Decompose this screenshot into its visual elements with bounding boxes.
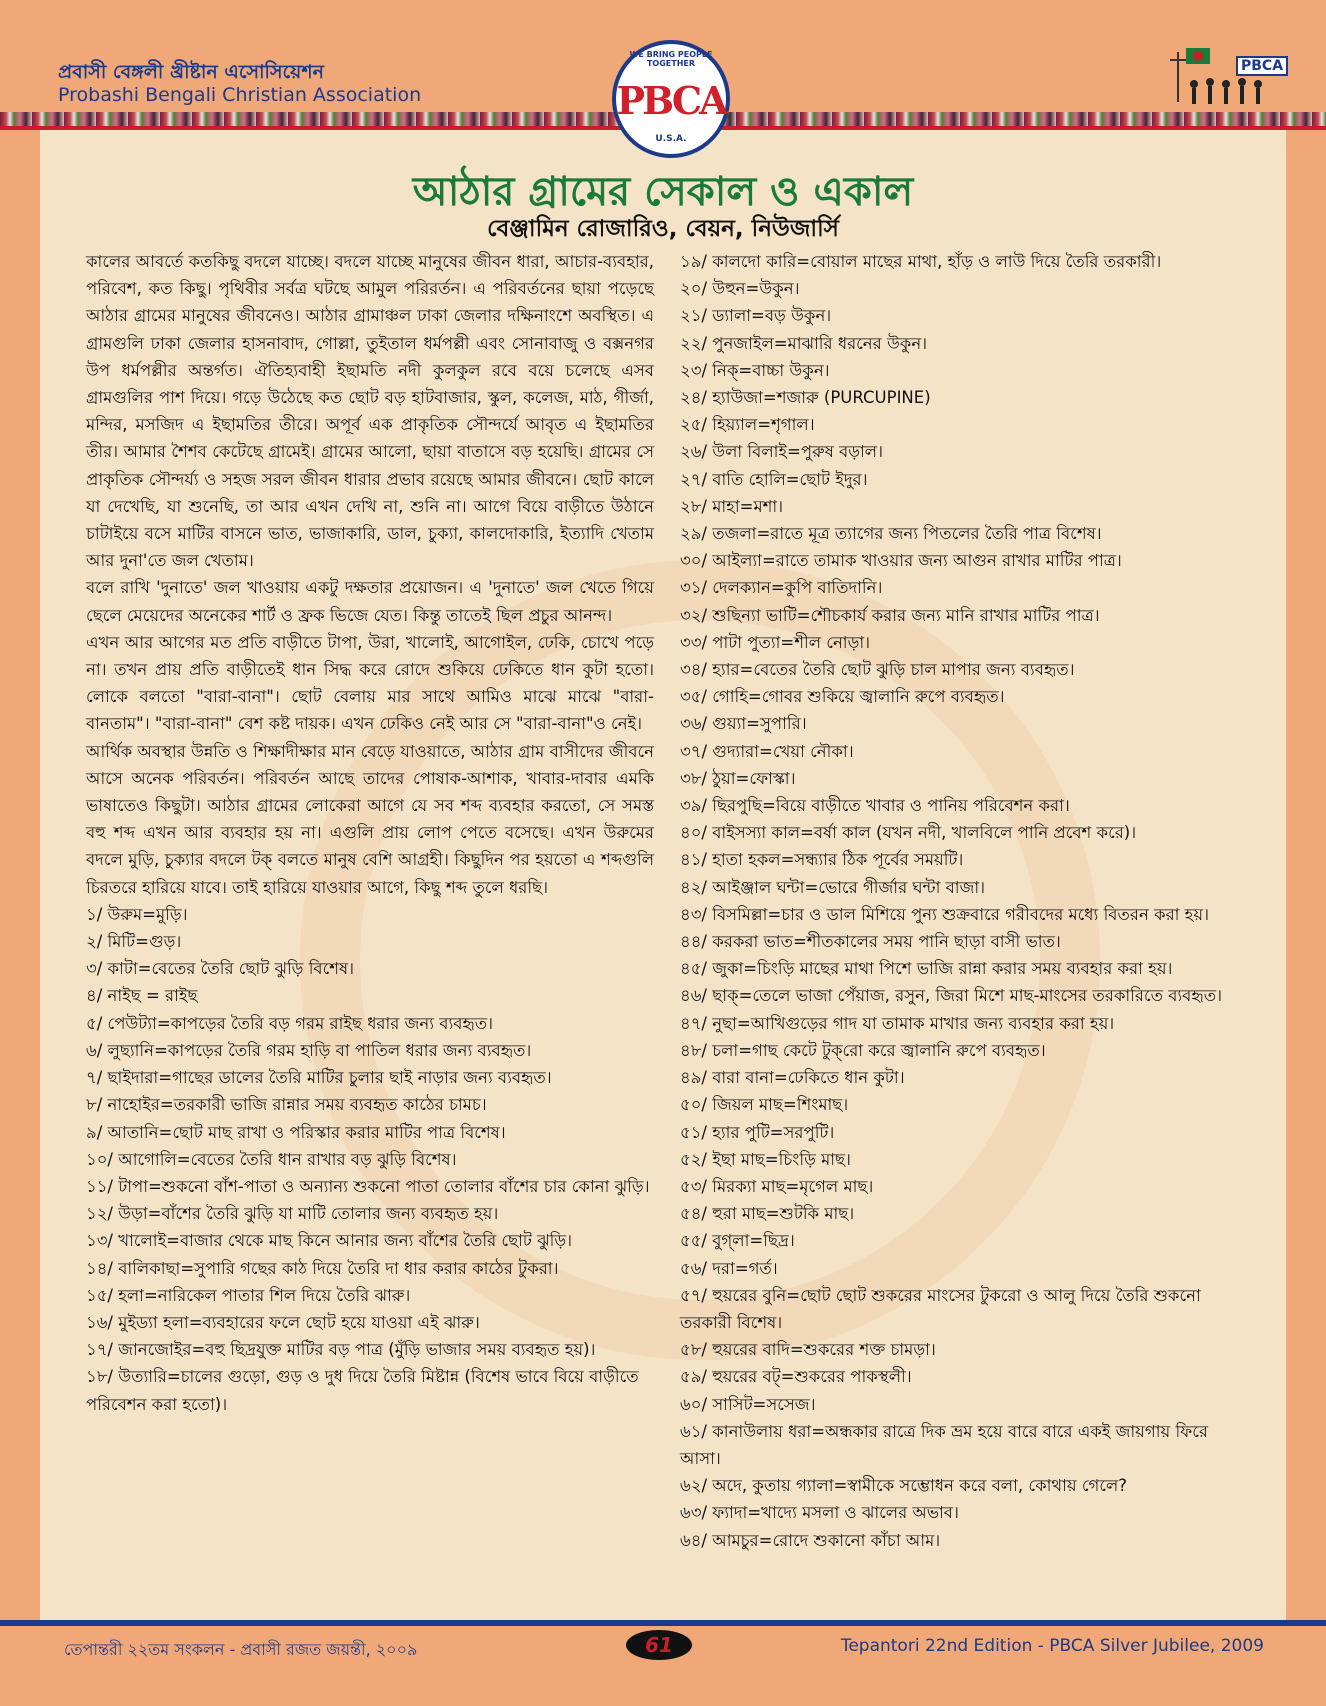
glossary-item: ৩৭/ গুদ্যারা=খেয়া নৌকা। <box>680 741 854 761</box>
glossary-item: ৫৭/ হুয়রের বুনি=ছোট ছোট শুকরের মাংসের টুকরো ও আলু দিয়ে তৈরি শুকনো তরকারী বিশেষ। <box>680 1285 1201 1332</box>
glossary-item: ৩৫/ গোহি=গোবর শুকিয়ে জ্বালানি রুপে ব্যবহৃত। <box>680 687 1005 707</box>
glossary-item: ২৭/ বাতি হোলি=ছোট ইদুর। <box>680 469 868 489</box>
glossary-item: ১১/ টাপা=শুকনো বাঁশ-পাতা ও অন্যান্য শুকনো পাতা তোলার বাঁশের চার কোনা ঝুড়ি। <box>86 1176 650 1196</box>
article-byline: বেঞ্জামিন রোজারিও, বেয়ন, নিউজার্সি <box>487 216 839 242</box>
glossary-item: ৬০/ সাসিট=সসেজ। <box>680 1394 816 1414</box>
paragraph: কালের আবর্তে কতকিছু বদলে যাচ্ছে। বদলে যাচ্ছে মানুষের জীবন ধারা, আচার-ব্যবহার, পরিবেশ, কত কিছু। পৃথিবীর সর্বত্র ঘটছে আমুল পরিরর্তন। এ পরিবর্তনের ছায়া পড়েছে আঠার গ্রামের মানুষের জীবনেও। আঠার গ্রামাঞ্চল ঢাকা জেলার দক্ষিনাংশে অবস্থিত। এ গ্রামগুলি ঢাকা জেলার হাসনাবাদ, গোল্লা, তুইতাল ধর্মপল্লী এবং সোনাবাজু ও বক্সনগর উপ ধর্মপল্লীর অন্তর্গত। ঐতিহ্যবাহী ইছামতি নদী কুলকুল রবে বয়ে চলেছে এসব গ্রামগুলির পাশ দিয়ে। গড়ে উঠেছে কত ছোট বড় হাটবাজার, স্কুল, কলেজ, মাঠ, গীর্জা, মন্দির, মসজিদ এ ইছামতির তীরে। অপূর্ব এক প্রাকৃতিক সৌন্দর্যে আবৃত এ ইছামতির তীর। আমার শৈশব কেটেছে গ্রামেই। গ্রামের আলো, ছায়া বাতাসে বড় হয়েছি। গ্রামের সে প্রাকৃতিক সৌন্দর্য্য ও সহজ সরল জীবন ধারার প্রভাব রয়েছে আমার জীবনে। ছোট কালে যা দেখেছি, যা শুনেছি, তা আর এখন দেখি না, শুনি না। আগে বিয়ে বাড়ীতে উঠানে চাটাইয়ে বসে মাটির বাসনে ভাত, ভাজাকারি, ডাল, চুক্যা, কালদোকারি, ইত্যাদি খেতাম আর দুনা'তে জল খেতাম। <box>86 252 654 571</box>
glossary-item: ৩৬/ গুয়্যা=সুপারি। <box>680 714 807 734</box>
glossary-item: ৫/ পেউট্যা=কাপড়ের তৈরি বড় গরম রাইছ ধরার জন্য ব্যবহৃত। <box>86 1013 494 1033</box>
glossary-item: ৫২/ ইছা মাছ=চিংড়ি মাছ। <box>680 1149 851 1169</box>
glossary-item: ৪২/ আইঞ্জাল ঘন্টা=ভোরে গীর্জার ঘন্টা বাজা। <box>680 877 986 897</box>
pbca-corner-label: PBCA <box>1236 56 1288 76</box>
paragraph: এখন আর আগের মত প্রতি বাড়ীতে টাপা, উরা, খালোই, আগোইল, ঢেকি, চোখে পড়ে না। তখন প্রায় প্রতি বাড়ীতেই ধান সিদ্ধ করে রোদে শুকিয়ে ঢেকিতে ধান কুটা হতো। লোকে বলতো "বারা-বানা"। ছোট বেলায় মার সাথে আমিও মাঝে মাঝে "বারা-বানতাম"। "বারা-বানা" বেশ কষ্ট দায়ক। এখন ঢেকিও নেই আর সে "বারা-বানা"ও নেই। <box>86 632 654 734</box>
right-column <box>680 248 1254 1554</box>
glossary-item: ৪৯/ বারা বানা=ঢেকিতে ধান কুটা। <box>680 1068 905 1088</box>
glossary-item: ৬২/ অদে, কুতায় গ্যালা=স্বামীকে সম্ভোধন করে বলা, কোথায় গেলে? <box>680 1476 1128 1496</box>
glossary-item: ৪৪/ করকরা ভাত=শীতকালের সময় পানি ছাড়া বাসী ভাত। <box>680 932 1061 952</box>
glossary-item: ৩২/ শুছিন্যা ভাটি=শৌচকার্য করার জন্য মানি রাখার মাটির পাত্র। <box>680 605 1100 625</box>
logo-motto: WE BRING PEOPLE TOGETHER <box>629 50 713 68</box>
glossary-item: ১৭/ জানজোইর=বহু ছিদ্রযুক্ত মাটির বড় পাত্র (মুঁড়ি ভাজার সময় ব্যবহৃত হয়)। <box>86 1340 596 1360</box>
org-name-bengali: প্রবাসী বেঙ্গলী খ্রীষ্টান এসোসিয়েশন <box>58 61 324 83</box>
glossary-item: ৫৬/ দরা=গর্ত। <box>680 1258 778 1278</box>
glossary-item: ২৪/ হ্যাউজা=শজারু (PURCUPINE) <box>680 388 931 408</box>
glossary-item: ৫৮/ হুয়রের বাদি=শুকরের শক্ত চামড়া। <box>680 1340 936 1360</box>
glossary-item: ২৩/ নিক্=বাচ্চা উকুন। <box>680 360 830 380</box>
glossary-item: ২৮/ মাহা=মশা। <box>680 496 784 516</box>
glossary-item: ৩/ কাটা=বেতের তৈরি ছোট ঝুড়ি বিশেষ। <box>86 959 355 979</box>
glossary-item: ৬১/ কানাউলায় ধরা=অন্ধকার রাত্রে দিক ভ্রম হয়ে বারে বারে একই জায়গায় ফিরে আসা। <box>680 1421 1208 1468</box>
footer-edition-english: Tepantori 22nd Edition - PBCA Silver Jubilee, 2009 <box>840 1636 1264 1656</box>
glossary-item: ৫৫/ বুগ্‌লা=ছিদ্র। <box>680 1231 795 1251</box>
glossary-item: ১৮/ উত্যারি=চালের গুড়ো, গুড় ও দুধ দিয়ে তৈরি মিষ্টান্ন (বিশেষ ভাবে বিয়ে বাড়ীতে পরিবেশন করা হতো)। <box>86 1367 639 1414</box>
pbca-logo <box>612 40 730 158</box>
glossary-item: ৪/ নাইছ = রাইছ <box>86 986 198 1006</box>
glossary-item: ৪১/ হাতা হকল=সন্ধ্যার ঠিক পূর্বের সময়টি। <box>680 850 964 870</box>
glossary-item: ১৯/ কালদো কারি=বোয়াল মাছের মাথা, হাঁড় ও লাউ দিয়ে তৈরি তরকারী। <box>680 252 1162 271</box>
glossary-item: ২০/ উহুন=উকুন। <box>680 279 800 299</box>
glossary-item: ৫১/ হ্যার পুটি=সরপুটি। <box>680 1122 835 1142</box>
glossary-item: ২/ মিটি=গুড়। <box>86 932 182 952</box>
glossary-item: ৩৯/ ছিরপুছি=বিয়ে বাড়ীতে খাবার ও পানিয় পরিবেশন করা। <box>680 796 1070 816</box>
glossary-item: ৩১/ দেলক্যান=কুপি বাতিদানি। <box>680 578 883 598</box>
glossary-item: ১৫/ হলা=নারিকেল পাতার শিল দিয়ে তৈরি ঝারু। <box>86 1285 411 1305</box>
glossary-item: ২৫/ হিয়্যাল=শৃগাল। <box>680 415 815 435</box>
glossary-item: ৫৩/ মিরক্যা মাছ=মৃগেল মাছ। <box>680 1176 874 1196</box>
right-border <box>1286 0 1326 1706</box>
left-column <box>86 248 654 1418</box>
glossary-item: ৪৬/ ছাক্=তেলে ভাজা পেঁয়াজ, রসুন, জিরা মিশে মাছ-মাংসের তরকারিতে ব্যবহৃত। <box>680 986 1222 1006</box>
pbca-figures-icon <box>1164 42 1280 112</box>
glossary-item: ১৬/ মুইড্যা হলা=ব্যবহারের ফলে ছোট হয়ে যাওয়া এই ঝারু। <box>86 1312 480 1332</box>
org-name-english: Probashi Bengali Christian Association <box>58 84 422 106</box>
glossary-item: ৬৪/ আমচুর=রোদে শুকানো কাঁচা আম। <box>680 1530 941 1550</box>
logo-letters: PBCA <box>616 78 726 123</box>
glossary-item: ৬৩/ ফ্যাদা=খাদ্যে মসলা ও ঝালের অভাব। <box>680 1503 959 1523</box>
footer-edition-bengali: তেপান্তরী ২২তম সংকলন - প্রবাসী রজত জয়ন্তী, ২০০৯ <box>64 1640 418 1659</box>
left-border <box>0 0 40 1706</box>
glossary-item: ৯/ আতানি=ছোট মাছ রাখা ও পরিস্কার করার মাটির পাত্র বিশেষ। <box>86 1122 506 1142</box>
glossary-item: ৭/ ছাইদারা=গাছের ডালের তৈরি মাটির চুলার ছাই নাড়ার জন্য ব্যবহৃত। <box>86 1068 552 1088</box>
glossary-item: ৪০/ বাইসস্যা কাল=বর্ষা কাল (যখন নদী, খালবিলে পানি প্রবেশ করে)। <box>680 823 1137 843</box>
paragraph: বলে রাখি 'দুনাতে' জল খাওয়ায় একটু দক্ষতার প্রয়োজন। এ 'দুনাতে' জল খেতে গিয়ে ছেলে মেয়েদের অনেকের শার্ট ও ফ্রক ভিজে যেত। কিন্তু তাতেই ছিল প্রচুর আনন্দ। <box>86 578 654 625</box>
glossary-item: ৮/ নাহোইর=তরকারী ভাজি রান্নার সময় ব্যবহৃত কাঠের চামচ। <box>86 1095 487 1115</box>
glossary-item: ১/ উরুম=মুড়ি। <box>86 904 188 924</box>
glossary-item: ৫৯/ হুয়রের বট্=শুকরের পাকস্থলী। <box>680 1367 912 1387</box>
glossary-item: ৩৪/ হ্যার=বেতের তৈরি ছোট ঝুড়ি চাল মাপার জন্য ব্যবহৃত। <box>680 660 1075 680</box>
glossary-item: ২২/ পুনজাইল=মাঝারি ধরনের উকুন। <box>680 333 928 353</box>
glossary-item: ৫৪/ হুরা মাছ=শুটকি মাছ। <box>680 1204 855 1224</box>
glossary-item: ২৯/ তজলা=রাতে মূত্র ত্যাগের জন্য পিতলের তৈরি পাত্র বিশেষ। <box>680 524 1102 544</box>
glossary-item: ৩৮/ ঠুয়া=ফোস্কা। <box>680 768 796 788</box>
glossary-item: ১৩/ খালোই=বাজার থেকে মাছ কিনে আনার জন্য বাঁশের তৈরি ছোট ঝুড়ি। <box>86 1231 573 1251</box>
glossary-item: ১৪/ বালিকাছা=সুপারি গছের কাঠ দিয়ে তৈরি দা ধার করার কাঠের টুকরা। <box>86 1258 559 1278</box>
logo-country: U.S.A. <box>655 134 687 144</box>
glossary-item: ৪৩/ বিসমিল্লা=চার ও ডাল মিশিয়ে পুন্য শুক্রবারে গরীবদের মধ্যে বিতরন করা হয়। <box>680 904 1209 924</box>
page-number: 61 <box>626 1630 692 1660</box>
glossary-item: ১২/ উড়া=বাঁশের তৈরি ঝুড়ি যা মাটি তোলার জন্য ব্যবহৃত হয়। <box>86 1204 499 1224</box>
glossary-item: ১০/ আগোলি=বেতের তৈরি ধান রাখার বড় ঝুড়ি বিশেষ। <box>86 1149 457 1169</box>
glossary-item: ২৬/ উলা বিলাই=পুরুষ বড়াল। <box>680 442 883 462</box>
article-title: আঠার গ্রামের সেকাল ও একাল <box>412 169 914 215</box>
glossary-item: ৪৫/ জুকা=চিংড়ি মাছের মাথা পিশে ভাজি রান্না করার সময় ব্যবহার করা হয়। <box>680 959 1173 979</box>
glossary-item: ৩০/ আইল্যা=রাতে তামাক খাওয়ার জন্য আগুন রাখার মাটির পাত্র। <box>680 551 1122 571</box>
glossary-item: ৫০/ জিয়ল মাছ=শিংমাছ। <box>680 1095 849 1115</box>
glossary-item: ৪৭/ নুছা=আখিগুড়ের গাদ যা তামাক মাখার জন্য ব্যবহার করা হয়। <box>680 1013 1115 1033</box>
glossary-item: ৬/ লুছ্যানি=কাপড়ের তৈরি গরম হাড়ি বা পাতিল ধরার জন্য ব্যবহৃত। <box>86 1040 532 1060</box>
paragraph: আর্থিক অবস্থার উন্নতি ও শিক্ষাদীক্ষার মান বেড়ে যাওয়াতে, আঠার গ্রাম বাসীদের জীবনে আসে অনেক পরিবর্তন। পরিবর্তন আছে তাদের পোষাক-আশাক, খাবার-দাবার এমকি ভাষাতেও কিছুটা। আঠার গ্রামের লোকেরা আগে যে সব শব্দ ব্যবহার করতো, সে সমস্ত বহু শব্দ এখন আর ব্যবহার হয় না। এগুলি প্রায় লোপ পেতে বসেছে। এখন উরুমের বদলে মুড়ি, চুক্যার বদলে টক্ বলতে মানুষ বেশি আগ্রহী। কিছুদিন পর হয়তো এ শব্দগুলি চিরতরে হারিয়ে যাবে। তাই হারিয়ে যাওয়ার আগে, কিছু শব্দ তুলে ধরছি। <box>86 741 654 897</box>
glossary-item: ৪৮/ চলা=গাছ কেটে টুক্‌রো করে জ্বালানি রুপে ব্যবহৃত। <box>680 1040 1046 1060</box>
glossary-item: ২১/ ড্যালা=বড় উকুন। <box>680 306 832 326</box>
glossary-item: ৩৩/ পাটা পুত্যা=শীল নোড়া। <box>680 632 871 652</box>
